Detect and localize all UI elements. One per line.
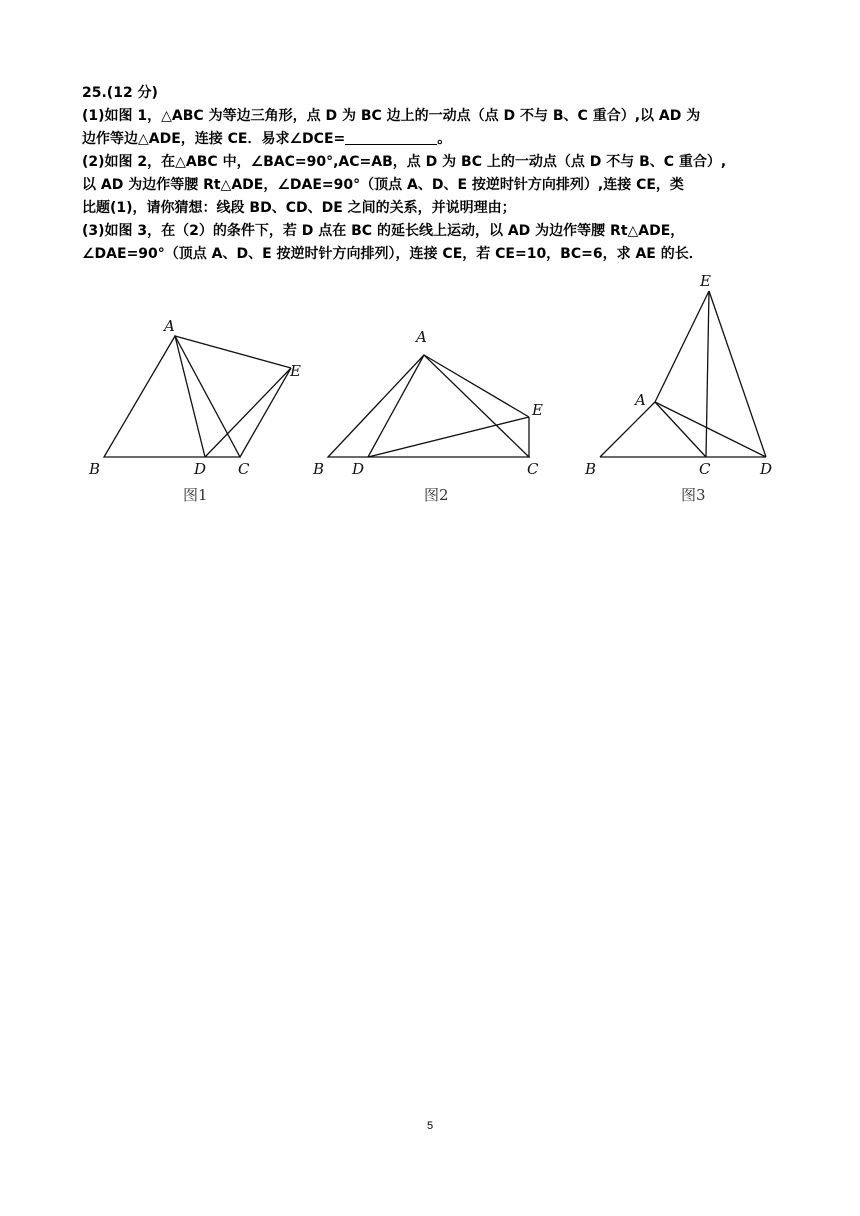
answer-blank bbox=[345, 130, 437, 145]
fig2-segment-ae bbox=[424, 355, 529, 417]
fig2-caption: 图2 bbox=[424, 486, 449, 504]
fig3-segment-ac bbox=[655, 402, 706, 457]
fig1-label-d: D bbox=[194, 460, 207, 478]
fig2-segment-de bbox=[368, 417, 529, 457]
fig2-label-e: E bbox=[532, 401, 543, 419]
fig3-label-d: D bbox=[760, 460, 773, 478]
part3-line1: (3)如图 3，在（2）的条件下，若 D 点在 BC 的延长线上运动，以 AD 为边作等腰 Rt△ADE， bbox=[82, 223, 685, 239]
figure-3 bbox=[584, 272, 772, 504]
fig1-triangle-abc bbox=[104, 336, 240, 457]
fig1-label-b: B bbox=[89, 460, 101, 478]
fig2-label-a: A bbox=[416, 328, 427, 346]
part1-line2 bbox=[82, 128, 782, 151]
fig1-segment-ad bbox=[175, 336, 205, 457]
fig3-segment-ce bbox=[706, 291, 709, 457]
fig2-label-b: B bbox=[313, 460, 325, 478]
page-number: 5 bbox=[426, 1120, 434, 1132]
fig3-label-c: C bbox=[699, 460, 711, 478]
fig1-label-e: E bbox=[290, 362, 301, 380]
part2-line2: 以 AD 为边作等腰 Rt△ADE，∠DAE=90°（顶点 A、D、E 按逆时针方向排列）,连接 CE，类 bbox=[82, 177, 684, 193]
answer-blank-suffix: 。 bbox=[437, 131, 452, 147]
fig3-label-a: A bbox=[635, 391, 646, 409]
fig3-label-e: E bbox=[700, 272, 711, 290]
part1-line2-text: 边作等边△ADE，连接 CE．易求∠DCE= bbox=[82, 131, 346, 147]
fig2-triangle-abc bbox=[328, 355, 529, 457]
figure-2 bbox=[312, 328, 543, 504]
part2-line1: (2)如图 2，在△ABC 中，∠BAC=90°,AC=AB，点 D 为 BC 上的一动点（点 D 不与 B、C 重合）, bbox=[82, 154, 727, 170]
fig3-caption: 图3 bbox=[681, 486, 706, 504]
problem-25 bbox=[82, 82, 782, 266]
fig2-label-c: C bbox=[527, 460, 539, 478]
fig1-segment-ae bbox=[175, 336, 291, 368]
part1-line1: (1)如图 1，△ABC 为等边三角形，点 D 为 BC 边上的一动点（点 D 不与 B、C 重合）,以 AD 为 bbox=[82, 108, 701, 124]
fig3-segment-de bbox=[709, 291, 766, 457]
fig1-label-c: C bbox=[238, 460, 250, 478]
fig3-segment-ad bbox=[655, 402, 766, 457]
fig2-label-d: D bbox=[352, 460, 365, 478]
part3-line2: ∠DAE=90°（顶点 A、D、E 按逆时针方向排列），连接 CE，若 CE=10，BC=6，求 AE 的长． bbox=[82, 246, 703, 262]
problem-header: 25.(12 分) bbox=[82, 85, 158, 101]
fig3-segment-ae bbox=[655, 291, 709, 402]
fig1-caption: 图1 bbox=[183, 486, 208, 504]
fig3-label-b: B bbox=[585, 460, 597, 478]
figure-1 bbox=[88, 317, 301, 504]
fig1-label-a: A bbox=[164, 317, 175, 335]
fig2-segment-ad bbox=[368, 355, 424, 457]
part2-line3: 比题(1)，请你猜想：线段 BD、CD、DE 之间的关系，并说明理由； bbox=[82, 200, 516, 216]
fig3-segment-ab bbox=[600, 402, 655, 457]
fig1-segment-ce bbox=[240, 368, 291, 457]
fig1-segment-de bbox=[205, 368, 291, 457]
